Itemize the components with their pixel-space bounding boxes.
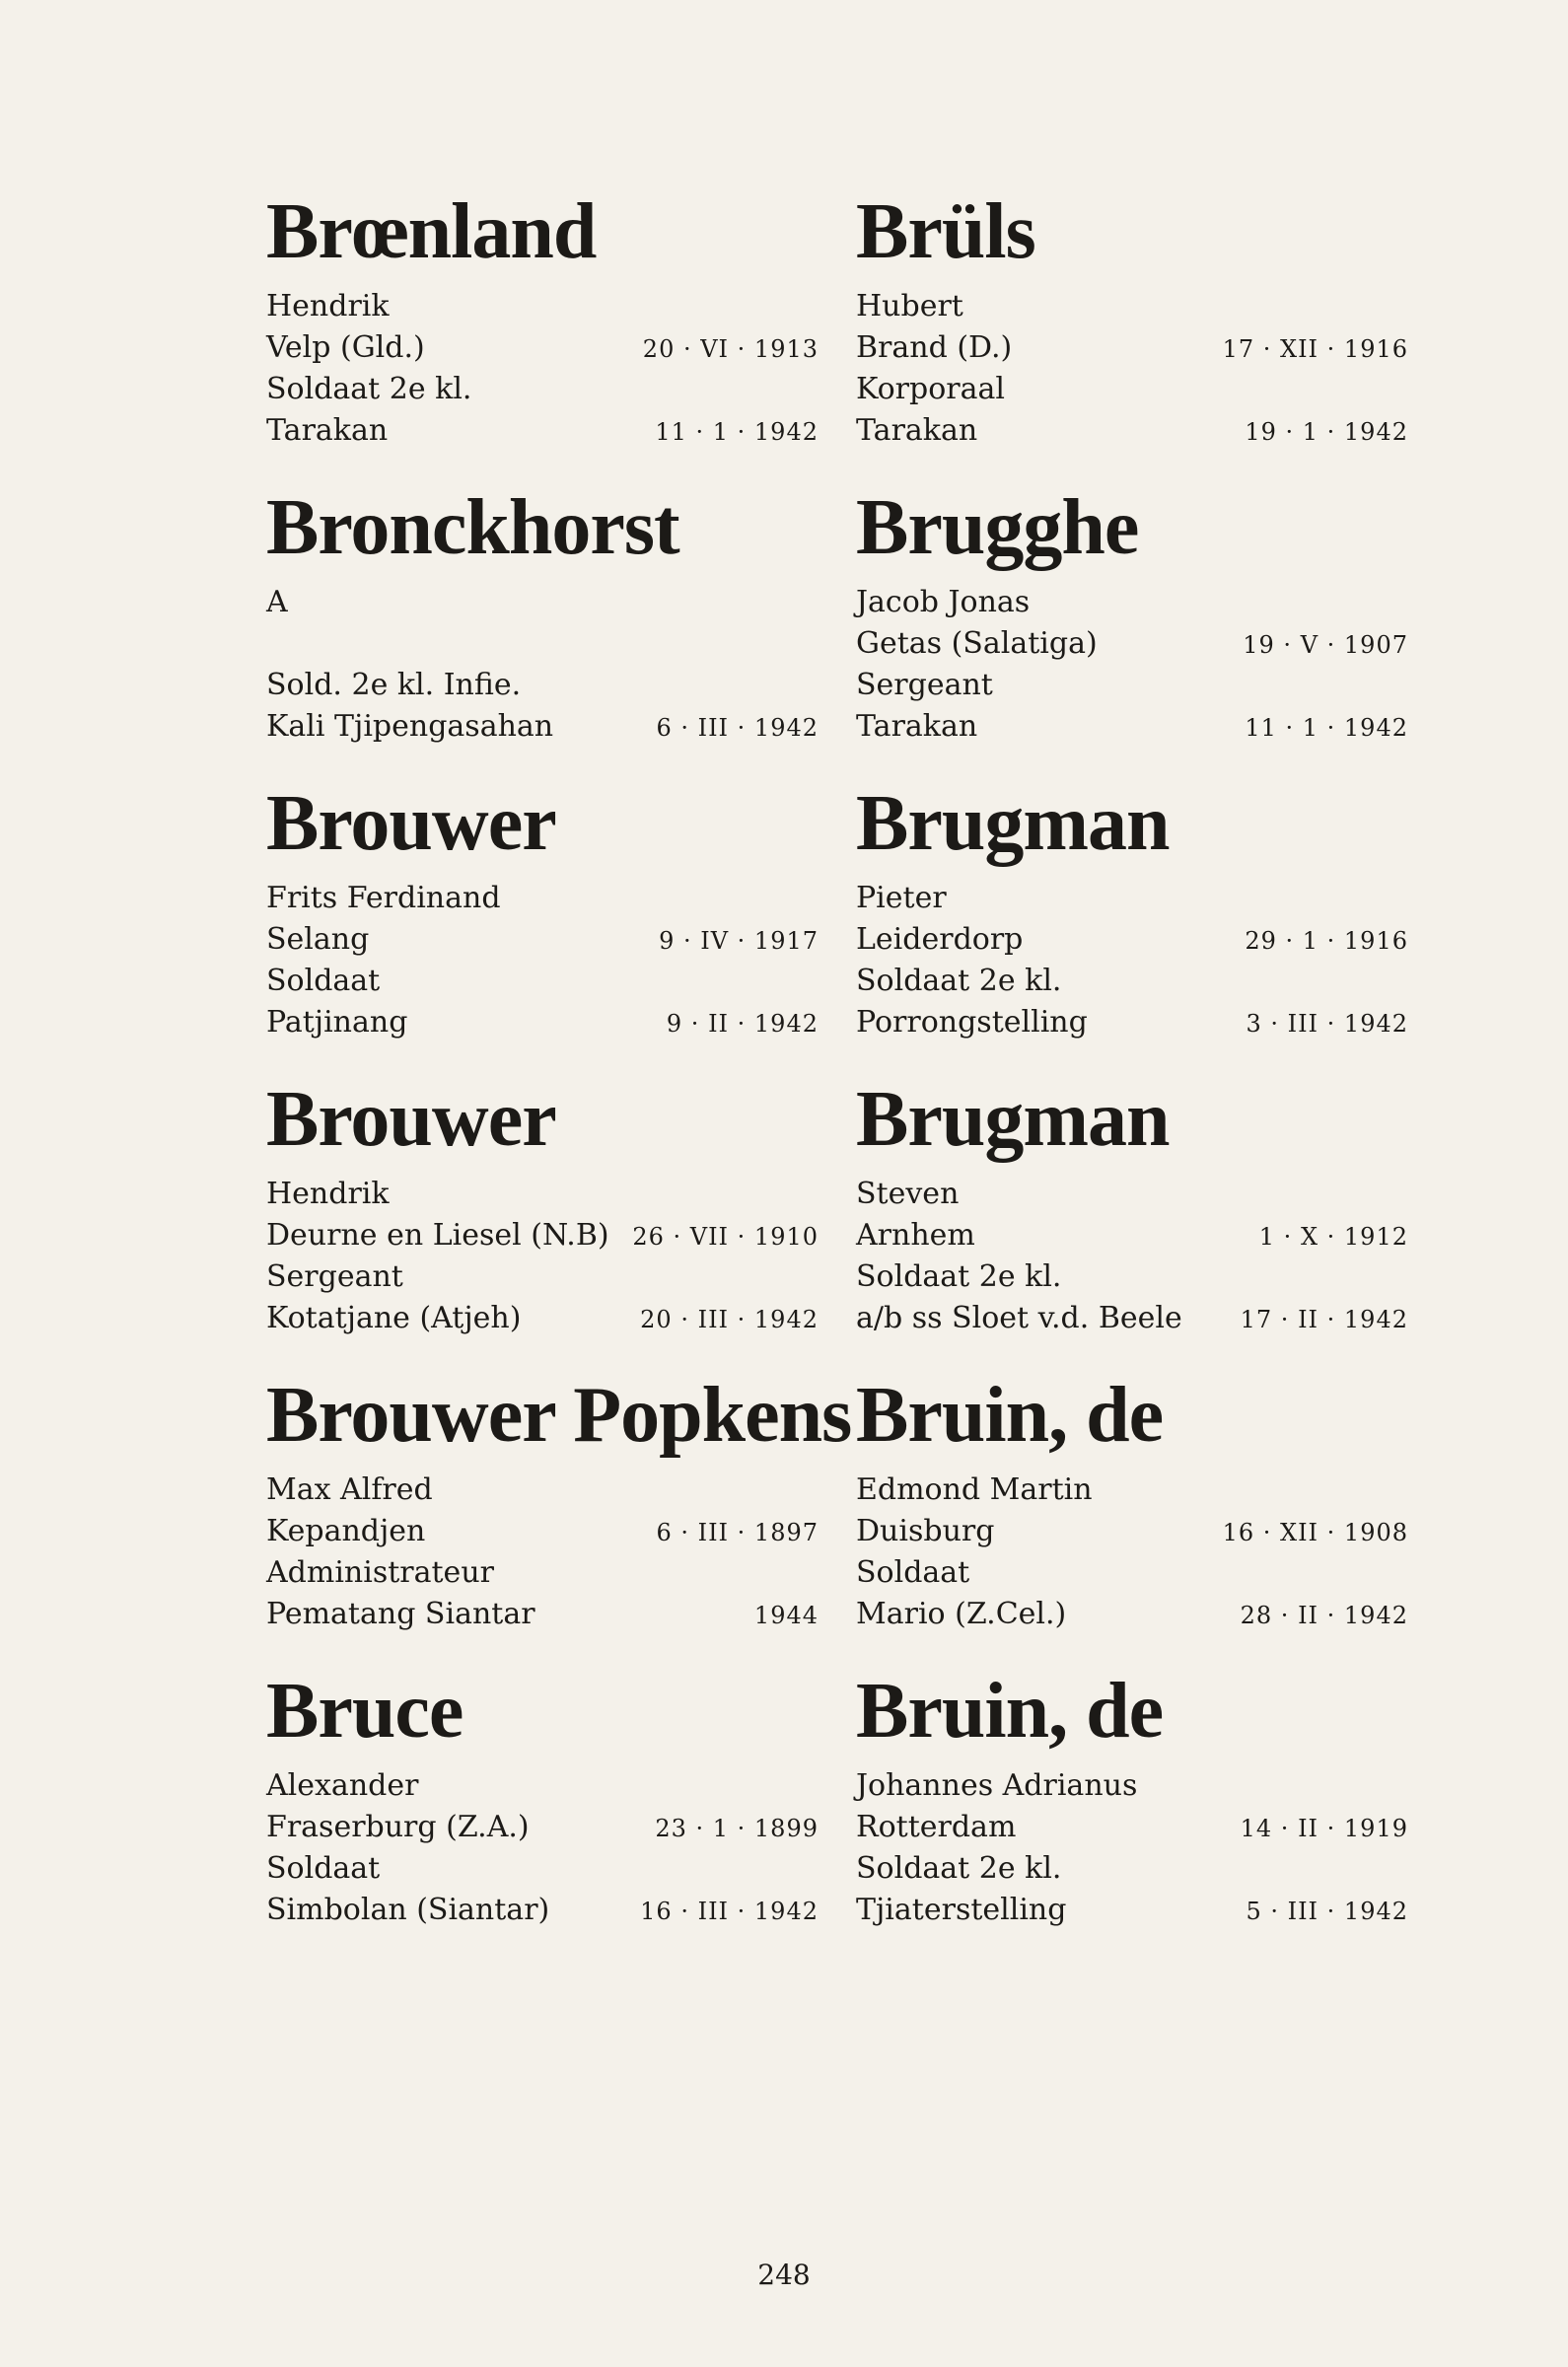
rank: Soldaat (856, 1555, 970, 1590)
given-names-line (266, 286, 819, 327)
death-place: Simbolan (Siantar) (266, 1893, 550, 1927)
surname: Brouwer (266, 780, 556, 867)
death-date: 11 · 1 · 1942 (655, 418, 819, 446)
birthplace: Velp (Gld.) (266, 330, 425, 365)
right-column (856, 187, 1408, 1963)
death-place: Tarakan (266, 413, 389, 448)
given-names: Frits Ferdinand (266, 881, 501, 915)
left-column (266, 187, 852, 1963)
birthplace: Leiderdorp (856, 922, 1024, 957)
rank-line (266, 1256, 819, 1298)
memorial-entry (266, 1667, 819, 1963)
death-line (856, 410, 1408, 452)
birthplace: Selang (266, 922, 370, 957)
birth-line (266, 623, 819, 665)
rank-line (856, 1552, 1408, 1594)
death-line (266, 706, 819, 748)
birth-line (266, 919, 819, 961)
birth-date: 6 · III · 1897 (656, 1519, 819, 1546)
birth-line (266, 1511, 819, 1552)
given-names-line (266, 1765, 819, 1807)
rank-line (856, 1848, 1408, 1890)
rank: Soldaat (266, 1851, 381, 1886)
death-place: a/b ss Sloet v.d. Beele (856, 1301, 1182, 1335)
death-date: 5 · III · 1942 (1246, 1898, 1408, 1925)
death-place: Tjiaterstelling (856, 1893, 1067, 1927)
rank: Soldaat 2e kl. (266, 372, 472, 406)
surname: Bruin, de (856, 1668, 1164, 1755)
birth-line (856, 1807, 1408, 1848)
given-names-line (856, 1765, 1408, 1807)
death-line (266, 1002, 819, 1043)
birthplace: Arnhem (856, 1218, 975, 1253)
memorial-entry (266, 1075, 819, 1371)
given-names: Alexander (266, 1768, 419, 1803)
birth-date: 14 · II · 1919 (1240, 1815, 1408, 1842)
death-line (266, 1890, 819, 1931)
death-place: Mario (Z.Cel.) (856, 1597, 1067, 1631)
birth-date: 26 · VII · 1910 (632, 1223, 819, 1251)
surname: Brœnland (266, 188, 597, 275)
surname: Brugghe (856, 484, 1139, 571)
birth-line (266, 1215, 819, 1256)
death-date: 17 · II · 1942 (1240, 1306, 1408, 1333)
death-line (856, 1002, 1408, 1043)
given-names: Hubert (856, 289, 963, 323)
memorial-entry (266, 779, 819, 1075)
death-date: 6 · III · 1942 (656, 714, 819, 742)
death-place: Kotatjane (Atjeh) (266, 1301, 522, 1335)
memorial-entry (856, 1075, 1408, 1371)
memorial-entry (266, 187, 819, 483)
surname: Brugman (856, 780, 1170, 867)
given-names-line (266, 878, 819, 919)
page-number: 248 (757, 2259, 811, 2291)
rank: Administrateur (266, 1555, 494, 1590)
rank: Soldaat 2e kl. (856, 1851, 1062, 1886)
death-date: 11 · 1 · 1942 (1245, 714, 1408, 742)
surname: Brouwer Popkens (266, 1372, 852, 1459)
death-date: 1944 (753, 1602, 819, 1629)
rank-line (266, 961, 819, 1002)
given-names: Jacob Jonas (856, 585, 1031, 619)
memorial-entry (856, 187, 1408, 483)
birth-date: 19 · V · 1907 (1243, 631, 1408, 659)
birthplace: Brand (D.) (856, 330, 1013, 365)
death-place: Pematang Siantar (266, 1597, 535, 1631)
birth-line (856, 327, 1408, 369)
death-date: 28 · II · 1942 (1240, 1602, 1408, 1629)
given-names-line (856, 286, 1408, 327)
death-line (856, 706, 1408, 748)
death-line (266, 410, 819, 452)
birth-date: 16 · XII · 1908 (1222, 1519, 1408, 1546)
rank: Sergeant (266, 1259, 403, 1294)
rank-line (266, 665, 819, 706)
rank: Sergeant (856, 668, 993, 702)
death-place: Porrongstelling (856, 1005, 1088, 1040)
rank: Soldaat 2e kl. (856, 1259, 1062, 1294)
birth-line (266, 1807, 819, 1848)
surname: Bronckhorst (266, 484, 679, 571)
death-place: Patjinang (266, 1005, 408, 1040)
rank-line (856, 1256, 1408, 1298)
given-names: Pieter (856, 881, 947, 915)
birthplace: Deurne en Liesel (N.B) (266, 1218, 609, 1253)
given-names: Steven (856, 1177, 960, 1211)
given-names: Johannes Adrianus (856, 1768, 1138, 1803)
rank: Korporaal (856, 372, 1005, 406)
rank-line (266, 1552, 819, 1594)
given-names-line (266, 1470, 819, 1511)
birth-line (856, 1511, 1408, 1552)
rank: Soldaat (266, 964, 381, 998)
birthplace: Duisburg (856, 1514, 995, 1548)
rank-line (856, 665, 1408, 706)
given-names: Max Alfred (266, 1472, 433, 1507)
death-date: 9 · II · 1942 (666, 1010, 819, 1038)
surname: Bruin, de (856, 1372, 1164, 1459)
given-names: Hendrik (266, 289, 390, 323)
given-names-line (856, 878, 1408, 919)
given-names-line (266, 582, 819, 623)
birth-line (856, 919, 1408, 961)
birth-date: 9 · IV · 1917 (659, 927, 819, 955)
given-names: Hendrik (266, 1177, 390, 1211)
death-line (856, 1890, 1408, 1931)
given-names: A (266, 585, 288, 619)
birth-date: 17 · XII · 1916 (1222, 335, 1408, 363)
birthplace: Rotterdam (856, 1810, 1017, 1844)
death-place: Tarakan (856, 413, 978, 448)
rank: Sold. 2e kl. Infie. (266, 668, 522, 702)
death-date: 20 · III · 1942 (640, 1306, 819, 1333)
death-place: Kali Tjipengasahan (266, 709, 554, 744)
birth-date: 20 · VI · 1913 (642, 335, 819, 363)
given-names: Edmond Martin (856, 1472, 1093, 1507)
death-line (266, 1298, 819, 1339)
birthplace: Kepandjen (266, 1514, 426, 1548)
given-names-line (266, 1174, 819, 1215)
rank-line (266, 369, 819, 410)
rank-line (266, 1848, 819, 1890)
memorial-entry (856, 483, 1408, 779)
death-place: Tarakan (856, 709, 978, 744)
birth-date: 23 · 1 · 1899 (655, 1815, 819, 1842)
birth-line (266, 327, 819, 369)
birth-line (856, 623, 1408, 665)
death-line (856, 1298, 1408, 1339)
surname: Brüls (856, 188, 1035, 275)
given-names-line (856, 1174, 1408, 1215)
birthplace: Getas (Salatiga) (856, 626, 1098, 661)
surname: Brouwer (266, 1076, 556, 1163)
rank: Soldaat 2e kl. (856, 964, 1062, 998)
death-date: 19 · 1 · 1942 (1245, 418, 1408, 446)
death-line (856, 1594, 1408, 1635)
birth-date: 29 · 1 · 1916 (1245, 927, 1408, 955)
death-date: 3 · III · 1942 (1246, 1010, 1408, 1038)
rank-line (856, 961, 1408, 1002)
memorial-entry (266, 1371, 852, 1667)
memorial-entry (856, 1667, 1408, 1963)
birth-line (856, 1215, 1408, 1256)
surname: Bruce (266, 1668, 463, 1755)
death-date: 16 · III · 1942 (640, 1898, 819, 1925)
given-names-line (856, 582, 1408, 623)
surname: Brugman (856, 1076, 1170, 1163)
death-line (266, 1594, 819, 1635)
birthplace: Fraserburg (Z.A.) (266, 1810, 530, 1844)
memorial-entry (266, 483, 819, 779)
memorial-entry (856, 1371, 1408, 1667)
given-names-line (856, 1470, 1408, 1511)
memorial-entry (856, 779, 1408, 1075)
birth-date: 1 · X · 1912 (1258, 1223, 1408, 1251)
rank-line (856, 369, 1408, 410)
